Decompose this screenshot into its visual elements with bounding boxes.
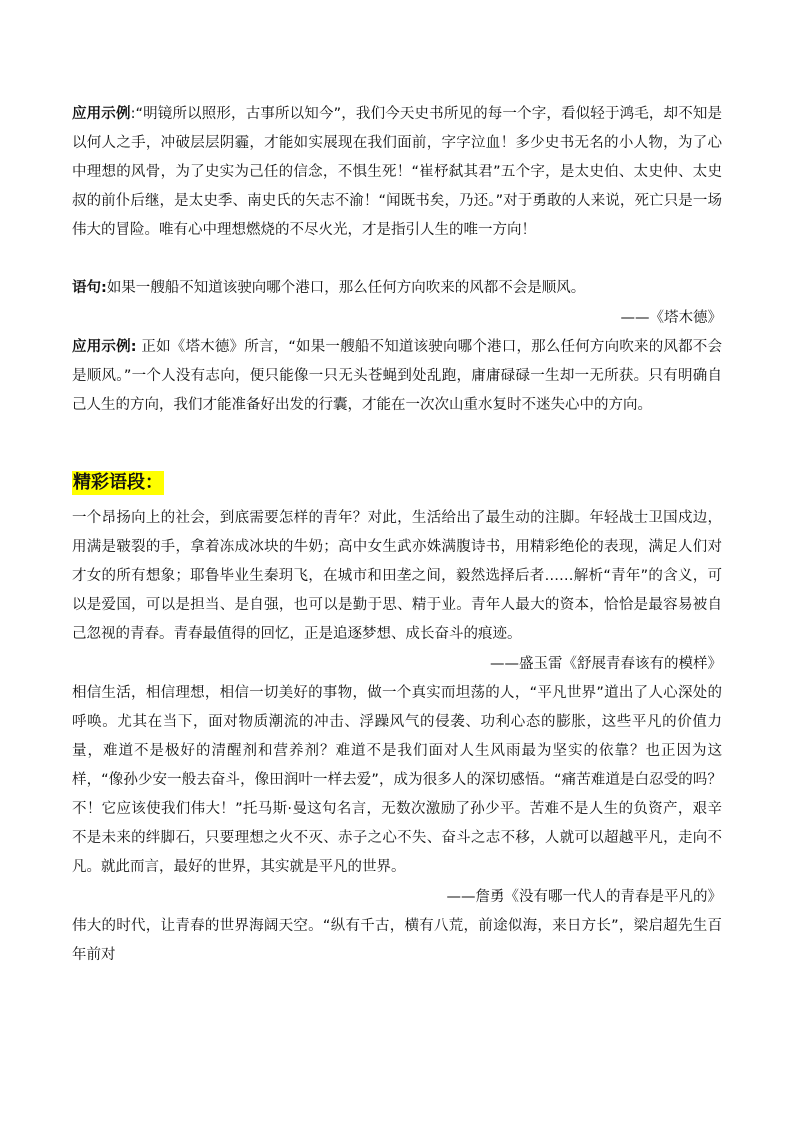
section1-example <box>72 100 722 245</box>
example-text: 正如《塔木德》所言，“如果一艘船不知道该驶向哪个港口，那么任何方向吹来的风都不会是顺风。”一个人没有志向，便只能像一只无头苍蝇到处乱跑，庸庸碌碌一生却一无所获。只有明确自己人生的方向，我们才能准备好出发的行囊，才能在一次次山重水复时不迷失心中的方向。 <box>72 339 722 413</box>
highlight-attribution-1: ——盛玉雷《舒展青春该有的模样》 <box>490 656 722 672</box>
quote-label: 语句: <box>72 280 107 296</box>
highlight-attribution-2: ——詹勇《没有哪一代人的青春是平凡的》 <box>446 889 722 905</box>
example-text: :“明镜所以照形，古事所以知今”，我们今天史书所见的每一个字，看似轻于鸿毛，却不知是以何人之手，冲破层层阴霾，才能如实展现在我们面前，字字泣血！多少史书无名的小人物，为了心中理想的风骨，为了史实为己任的信念，不惧生死！“崔杼弑其君”五个字，是太史伯、太史仲、太史叔的前仆后继，是太史季、南史氏的矢志不渝！“闻既书矣，乃还。”对于勇敢的人来说，死亡只是一场伟大的冒险。唯有心中理想燃烧的不尽火光，才是指引人生的唯一方向！ <box>72 106 723 238</box>
highlight-paragraph-3: 伟大的时代，让青春的世界海阔天空。“纵有千古，横有八荒，前途似海，来日方长”，梁启超先生百年前对 <box>72 918 722 963</box>
quote-attribution: ——《塔木德》 <box>620 310 722 326</box>
section2-quote <box>72 274 722 303</box>
highlight-heading: 精彩语段： <box>73 472 163 493</box>
example-label: 应用示例: <box>72 339 137 355</box>
quote-text: 如果一艘船不知道该驶向哪个港口，那么任何方向吹来的风都不会是顺风。 <box>106 280 586 296</box>
highlight-paragraph-1: 一个昂扬向上的社会，到底需要怎样的青年？对此，生活给出了最生动的注脚。年轻战士卫国戍边，用满是皲裂的手，拿着冻成冰块的牛奶；高中女生武亦姝满腹诗书，用精彩绝伦的表现，满足人们对才女的所有想象；耶鲁毕业生秦玥飞，在城市和田垄之间，毅然选择后者……解析“青年”的含义，可以是爱国，可以是担当、是自强，也可以是勤于思、精于业。青年人最大的资本，恰恰是最容易被自己忽视的青春。青春最值得的回忆，正是追逐梦想、成长奋斗的痕迹。 <box>72 510 722 642</box>
example-label: 应用示例 <box>72 106 131 122</box>
document-page <box>72 100 722 970</box>
highlight-paragraph-2: 相信生活，相信理想，相信一切美好的事物，做一个真实而坦荡的人，“平凡世界”道出了人心深处的呼唤。尤其在当下，面对物质潮流的冲击、浮躁风气的侵袭、功利心态的膨胀，这些平凡的价值力量，难道不是极好的清醒剂和营养剂？难道不是我们面对人生风雨最为坚实的依靠？也正因为这样，“像孙少安一般去奋斗，像田润叶一样去爱”，成为很多人的深切感悟。“痛苦难道是白忍受的吗？不！它应该使我们伟大！”托马斯·曼这句名言，无数次激励了孙少平。苦难不是人生的负资产，艰辛不是未来的绊脚石，只要理想之火不灭、赤子之心不失、奋斗之志不移，人就可以超越平凡，走向不凡。就此而言，最好的世界，其实就是平凡的世界。 <box>72 685 722 875</box>
section2-example <box>72 333 722 420</box>
